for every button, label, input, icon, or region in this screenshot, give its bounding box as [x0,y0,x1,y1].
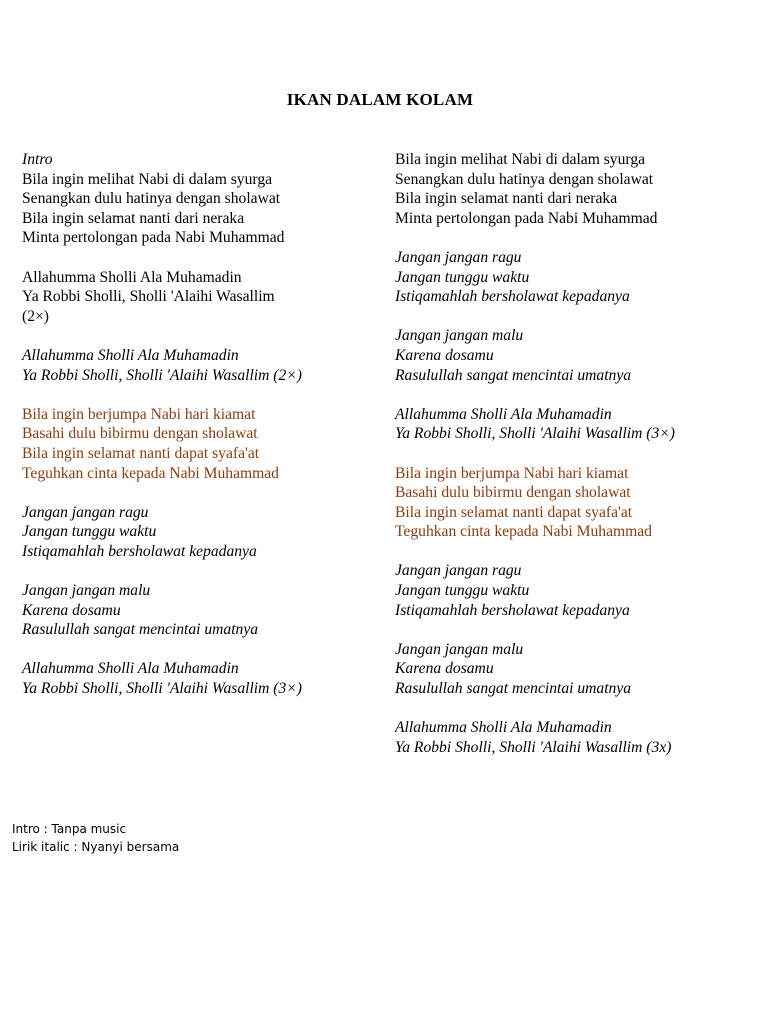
left-stanza-4 [22,405,382,483]
lyric-line: Jangan tunggu waktu [395,268,530,286]
lyric-line: Teguhkan cinta kepada Nabi Muhammad [22,464,279,482]
lyrics-right-column [395,150,755,777]
lyric-line: Allahumma Sholli Ala Muhamadin [22,346,239,364]
lyric-line: Jangan jangan malu [395,327,524,345]
lyric-line: Senangkan dulu hatinya dengan sholawat [22,190,281,208]
lyric-line: Ya Robbi Sholli, Sholli 'Alaihi Wasallim (3×) [22,680,302,698]
lyric-line: Rasulullah sangat mencintai umatnya [395,366,632,384]
lyric-line: Basahi dulu bibirmu dengan sholawat [395,484,631,502]
lyric-line: Basahi dulu bibirmu dengan sholawat [22,425,258,443]
note-intro: Intro : Tanpa music [12,822,127,836]
lyric-line: Bila ingin melihat Nabi di dalam syurga [395,151,646,168]
lyric-line: Karena dosamu [395,346,494,364]
lyric-line: Bila ingin selamat nanti dari neraka [395,190,618,208]
lyric-line: Istiqamahlah bersholawat kepadanya [22,542,257,560]
lyric-line: Bila ingin melihat Nabi di dalam syurga [22,170,273,188]
left-stanza-6 [22,581,382,640]
lyric-line: Jangan jangan malu [395,640,524,658]
footnotes [12,820,179,856]
left-stanza-5 [22,503,382,562]
right-stanza-2 [395,248,755,307]
lyric-line: Karena dosamu [22,601,121,619]
lyrics-left-column [22,150,382,718]
lyric-line: Ya Robbi Sholli, Sholli 'Alaihi Wasallim (2×) [22,366,302,384]
lyric-line: Senangkan dulu hatinya dengan sholawat [395,170,654,188]
note-italic: Lirik italic : Nyanyi bersama [12,840,180,854]
right-stanza-8 [395,718,755,757]
lyric-line: Allahumma Sholli Ala Muhamadin [22,268,242,286]
lyric-line: Jangan tunggu waktu [22,523,157,541]
left-stanza-1 [22,150,382,248]
lyric-line: Istiqamahlah bersholawat kepadanya [395,288,630,306]
lyric-line: Ya Robbi Sholli, Sholli 'Alaihi Wasallim (3×) [395,425,675,443]
right-stanza-1 [395,150,755,228]
right-stanza-3 [395,326,755,385]
lyric-line: Rasulullah sangat mencintai umatnya [22,621,259,639]
lyric-line: Bila ingin selamat nanti dari neraka [22,209,245,227]
lyric-line: Jangan jangan malu [22,582,151,600]
lyric-line: Bila ingin selamat nanti dapat syafa'at [22,444,260,462]
lyric-line: Bila ingin selamat nanti dapat syafa'at [395,503,633,521]
lyric-line: Bila ingin berjumpa Nabi hari kiamat [395,464,629,482]
lyric-line: Allahumma Sholli Ala Muhamadin [395,405,612,423]
lyric-line: Minta pertolongan pada Nabi Muhammad [395,209,658,227]
lyric-line: Jangan jangan ragu [395,562,522,580]
left-stanza-3 [22,346,382,385]
left-stanza-2 [22,268,382,327]
lyric-line: Ya Robbi Sholli, Sholli 'Alaihi Wasallim (3x) [395,738,672,756]
lyric-line: Jangan tunggu waktu [395,582,530,600]
right-stanza-4 [395,405,755,444]
lyric-line: Jangan jangan ragu [22,503,149,521]
left-stanza-7 [22,659,382,698]
song-title: IKAN DALAM KOLAM [286,90,474,109]
right-stanza-7 [395,640,755,699]
lyric-line: Ya Robbi Sholli, Sholli 'Alaihi Wasallim [22,288,275,306]
lyric-line: Allahumma Sholli Ala Muhamadin [22,660,239,678]
lyric-line: Minta pertolongan pada Nabi Muhammad [22,229,285,247]
lyric-line: Teguhkan cinta kepada Nabi Muhammad [395,523,652,541]
lyric-line: (2×) [22,307,49,325]
right-stanza-6 [395,561,755,620]
lyric-line: Jangan jangan ragu [395,248,522,266]
lyric-line: Bila ingin berjumpa Nabi hari kiamat [22,405,256,423]
lyric-line: Allahumma Sholli Ala Muhamadin [395,719,612,737]
intro-label: Intro [22,151,53,168]
lyric-line: Karena dosamu [395,660,494,678]
right-stanza-5 [395,464,755,542]
lyric-line: Rasulullah sangat mencintai umatnya [395,680,632,698]
lyric-line: Istiqamahlah bersholawat kepadanya [395,601,630,619]
